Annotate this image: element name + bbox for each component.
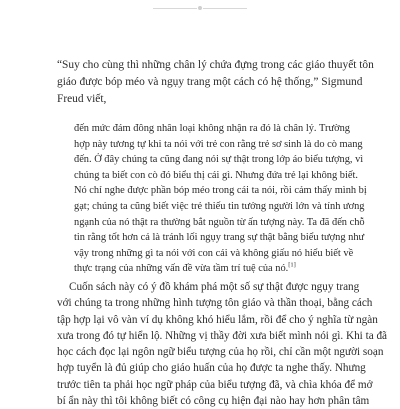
quote-last-line bbox=[74, 261, 350, 277]
body-line: Cuốn sách này có ý đồ khám phá một số sự thật được ngụy trang bbox=[69, 281, 360, 293]
epigraph-line: giáo được bóp méo và ngụy trang một cách có hệ thống,” Sigmund bbox=[57, 76, 363, 88]
body-line: tập hợp lại vô vàn ví dụ không khó hiểu lắm, rồi để cho ý nghĩa từ ngàn bbox=[57, 313, 378, 326]
quote-line-text: thực trạng của những vấn đề vừa tầm trí tuệ của nó. bbox=[74, 263, 289, 275]
quote-line: đến mức đám đông nhân loại không nhận ra đó là chân lý. Trường bbox=[74, 123, 350, 134]
body-line: hợp tuyển là đủ giúp cho giáo huấn của họ được ta nghe thấy. Nhưng bbox=[57, 362, 366, 375]
body-line: trước tiên ta phải học ngữ pháp của biểu tượng đã, và chìa khóa để mở bbox=[57, 378, 373, 391]
ornament-line-right bbox=[203, 8, 247, 9]
ornament-dot bbox=[198, 6, 202, 10]
epigraph-line: “Suy cho cùng thì những chân lý chứa đựng trong các giáo thuyết tôn bbox=[57, 59, 374, 71]
epigraph-line: Freud viết, bbox=[57, 93, 107, 105]
epigraph-paragraph bbox=[57, 57, 374, 108]
block-quote bbox=[74, 121, 367, 277]
body-line: bí ẩn này thì tôi không biết có công cụ hiện đại nào hay hơn phân tâm bbox=[57, 395, 370, 408]
quote-line: tin rằng tốt hơn cả là tránh lối ngụy trang sự thật bằng biểu tượng như bbox=[74, 232, 365, 244]
quote-line: vậy trong những gì ta nói với con cái và không giấu nó hiểu biết về bbox=[74, 247, 354, 259]
body-line: với chúng ta trong những hình tượng tôn giáo và thần thoại, bằng cách bbox=[57, 297, 373, 310]
ornament-line-left bbox=[153, 8, 197, 9]
body-paragraph bbox=[57, 279, 388, 409]
quote-line: đến. Ở đây chúng ta cũng đang nói sự thật trong lớp áo biểu tượng, vì bbox=[74, 154, 364, 166]
quote-line: ngạnh của nó thật ra thường bắt nguồn từ ấn tượng này. Ta đã đến chỗ bbox=[74, 216, 365, 228]
top-ornament bbox=[153, 6, 247, 10]
quote-line: Nó chỉ nghe được phần bóp méo trong cái ta nói, rồi cảm thấy mình bị bbox=[74, 185, 367, 197]
quote-line: chúng ta biết con cò đó biểu thị cái gì. Nhưng đứa trẻ lại không biết. bbox=[74, 169, 358, 181]
quote-line: gạt; chúng ta cũng biết việc trẻ thiếu tin tưởng người lớn và tính ương bbox=[74, 200, 365, 212]
body-line: học cách đọc lại ngôn ngữ biểu tượng của họ rồi, chỉ cần một người soạn bbox=[57, 346, 384, 359]
body-line: xưa trong đó tự hiển lộ. Những vị thầy đời xưa biết mình nói gì. Khi ta đã bbox=[57, 329, 388, 342]
footnote-marker[interactable]: [1] bbox=[288, 261, 296, 269]
quote-line: hợp này tương tự khi ta nói với trẻ con rằng trẻ sơ sinh là do cò mang bbox=[74, 138, 363, 150]
